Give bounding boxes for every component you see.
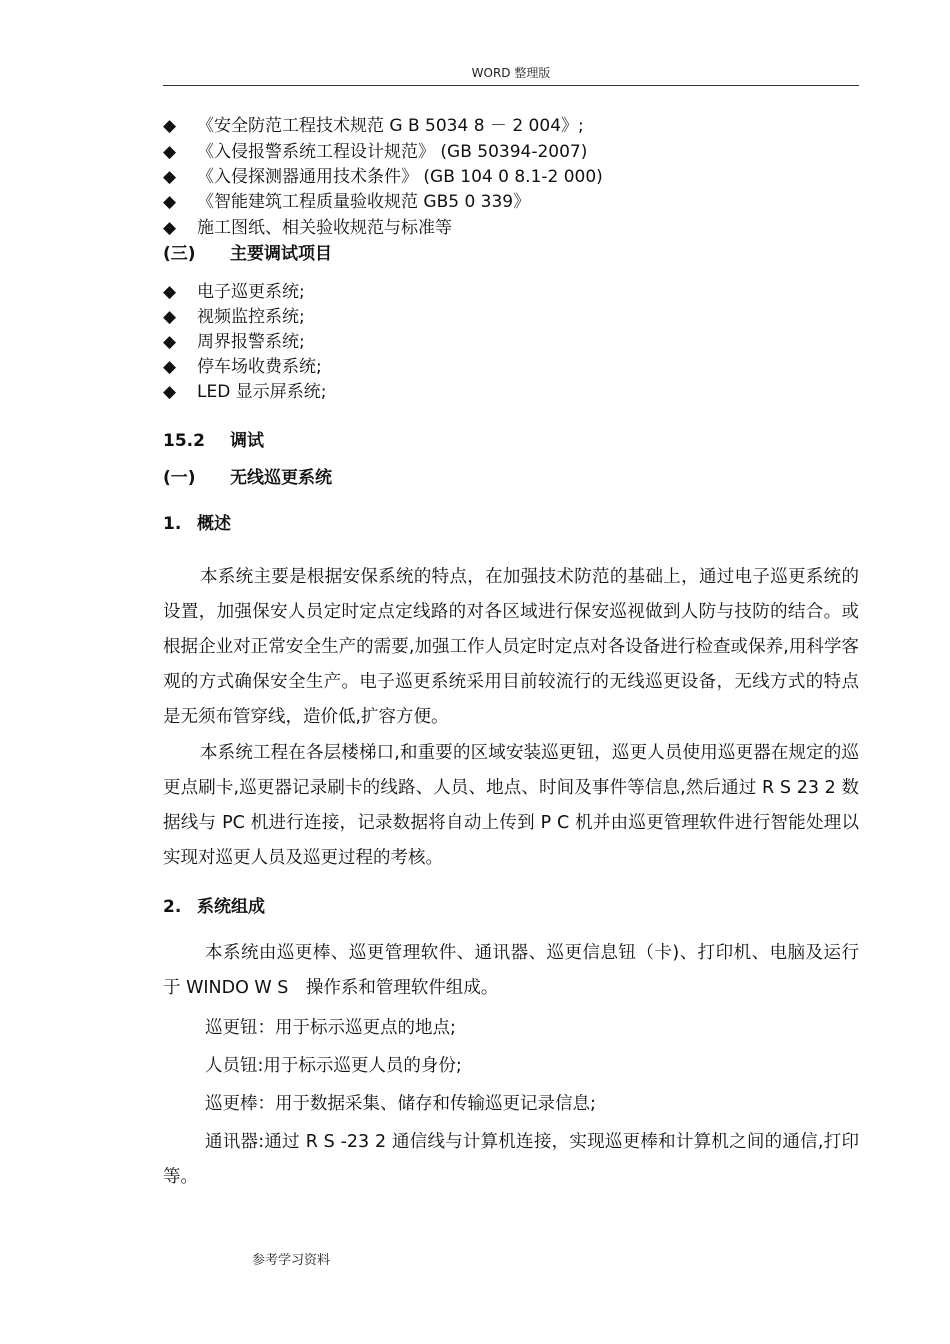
communicator-paragraph: 通讯器:通过 R S -23 2 通信线与计算机连接，实现巡更棒和计算机之间的通信,打印等。 (163, 1132, 859, 1187)
composition-line: 巡更棒：用于数据采集、储存和传输巡更记录信息; (205, 1094, 596, 1114)
page-header: WORD 整理版 (471, 66, 551, 80)
standard-item: ◆ 《入侵探测器通用技术条件》 (GB 104 0 8.1-2 000) (163, 164, 603, 190)
diamond-bullet-icon: ◆ (163, 218, 177, 238)
composition-line: 人员钮:用于标示巡更人员的身份; (205, 1056, 462, 1076)
standard-item: ◆ 施工图纸、相关验收规范与标准等 (163, 215, 452, 241)
diamond-bullet-icon: ◆ (163, 192, 177, 212)
diamond-bullet-icon: ◆ (163, 357, 177, 377)
overview-paragraph: 本系统主要是根据安保系统的特点，在加强技术防范的基础上，通过电子巡更系统的设置，加强保安人员定时定点定线路的对各区域进行保安巡视做到人防与技防的结合。或根据企业对正常安全生产的需要,加强工作人员定时定点对各设备进行检查或保养,用科学客观的方式确保安全生产。电子巡更系统采用目前较流行的无线巡更设备，无线方式的特点是无须布管穿线，造价低,扩容方便。 (163, 567, 859, 727)
standard-item: ◆ 《智能建筑工程质量验收规范 GB5 0 339》 (163, 189, 530, 215)
subheading-overview: 1. 概述 (163, 514, 231, 534)
subheading-composition: 2. 系统组成 (163, 897, 265, 917)
debug-item: ◆ 电子巡更系统; (163, 279, 305, 305)
standard-item: ◆ 《安全防范工程技术规范 G B 5034 8 － 2 004》; (163, 113, 584, 139)
diamond-bullet-icon: ◆ (163, 167, 177, 187)
overview-paragraph: 本系统工程在各层楼梯口,和重要的区域安装巡更钮，巡更人员使用巡更器在规定的巡更点刷卡,巡更器记录刷卡的线路、人员、地点、时间及事件等信息,然后通过 R S 23 2 数据线与 PC 机进行连接，记录数据将自动上传到 P C 机并由巡更管理软件进行智能处理以实现对巡更人员及巡更过程的考核。 (163, 743, 859, 868)
diamond-bullet-icon: ◆ (163, 307, 177, 327)
section-heading-1: (一) 无线巡更系统 (163, 468, 332, 488)
page-footer: 参考学习资料 (252, 1253, 331, 1268)
debug-item: ◆ 停车场收费系统; (163, 354, 322, 380)
debug-item: ◆ LED 显示屏系统; (163, 379, 326, 405)
standard-item: ◆ 《入侵报警系统工程设计规范》 (GB 50394-2007) (163, 139, 587, 165)
diamond-bullet-icon: ◆ (163, 382, 177, 402)
diamond-bullet-icon: ◆ (163, 332, 177, 352)
section-heading-3: (三) 主要调试项目 (163, 244, 332, 264)
section-heading-15-2: 15.2 调试 (163, 431, 264, 451)
debug-item: ◆ 周界报警系统; (163, 329, 305, 355)
composition-paragraph: 本系统由巡更棒、巡更管理软件、通讯器、巡更信息钮（卡)、打印机、电脑及运行于 WINDO W S 操作系和管理软件组成。 (163, 943, 859, 998)
header-rule (163, 85, 859, 86)
diamond-bullet-icon: ◆ (163, 282, 177, 302)
diamond-bullet-icon: ◆ (163, 142, 177, 162)
composition-line: 巡更钮：用于标示巡更点的地点; (205, 1018, 456, 1038)
debug-item: ◆ 视频监控系统; (163, 304, 305, 330)
diamond-bullet-icon: ◆ (163, 116, 177, 136)
